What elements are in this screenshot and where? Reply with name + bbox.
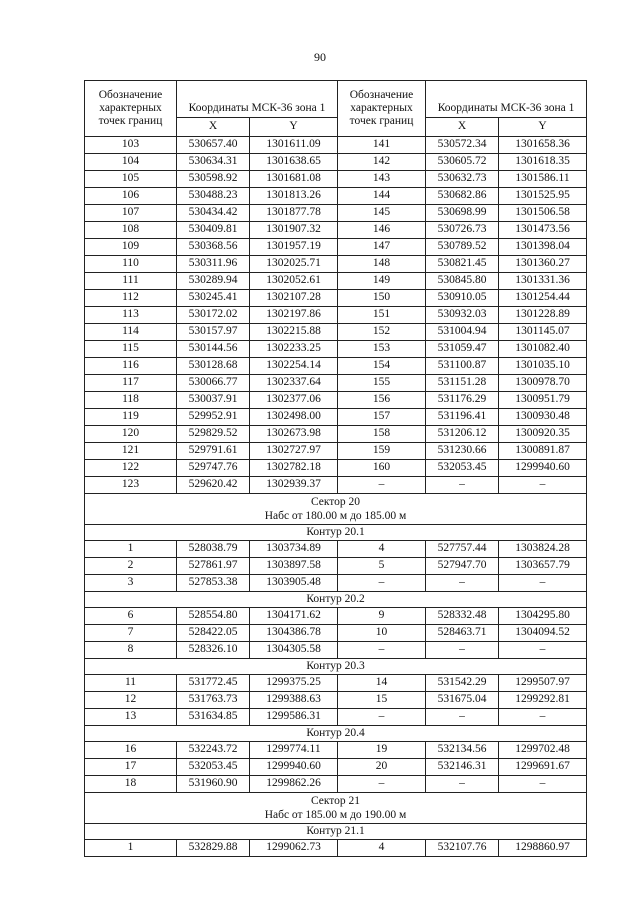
left-y-coordinate-cell: 1302337.64: [250, 375, 338, 392]
right-point-id-cell: 154: [338, 358, 426, 375]
left-x-coordinate-cell: 530172.02: [177, 307, 250, 324]
left-y-coordinate-cell: 1302052.61: [250, 273, 338, 290]
right-x-coordinate-cell: –: [426, 477, 499, 494]
right-point-id-cell: 4: [338, 541, 426, 558]
right-x-coordinate-cell: 531230.66: [426, 443, 499, 460]
left-y-coordinate-cell: 1302377.06: [250, 392, 338, 409]
table-row: [85, 608, 587, 625]
right-point-id-cell: 150: [338, 290, 426, 307]
table-row: [85, 625, 587, 642]
table-row: [85, 409, 587, 426]
left-point-id-cell: 2: [85, 558, 177, 575]
table-body: [85, 137, 587, 857]
contour-title: Контур 21.1: [85, 824, 587, 840]
left-y-coordinate-cell: 1302233.25: [250, 341, 338, 358]
contour-row: [85, 592, 587, 608]
right-x-coordinate-cell: 531151.28: [426, 375, 499, 392]
right-x-coordinate-cell: 528463.71: [426, 625, 499, 642]
left-x-coordinate-cell: 530037.91: [177, 392, 250, 409]
right-x-coordinate-cell: 530821.45: [426, 256, 499, 273]
left-y-coordinate-cell: 1302254.14: [250, 358, 338, 375]
right-x-coordinate-cell: 531100.87: [426, 358, 499, 375]
table-row: [85, 392, 587, 409]
left-x-coordinate-cell: 529791.61: [177, 443, 250, 460]
left-point-id-cell: 110: [85, 256, 177, 273]
left-point-id-cell: 111: [85, 273, 177, 290]
table-row: [85, 171, 587, 188]
right-y-coordinate-cell: 1301506.58: [499, 205, 587, 222]
left-x-coordinate-cell: 530128.68: [177, 358, 250, 375]
left-y-coordinate-cell: 1304305.58: [250, 642, 338, 659]
right-y-coordinate-cell: 1301035.10: [499, 358, 587, 375]
right-point-id-cell: –: [338, 642, 426, 659]
right-point-id-cell: 151: [338, 307, 426, 324]
left-y-coordinate-cell: 1302782.18: [250, 460, 338, 477]
left-y-coordinate-cell: 1299586.31: [250, 709, 338, 726]
left-x-coordinate-cell: 529747.76: [177, 460, 250, 477]
left-point-id-cell: 104: [85, 154, 177, 171]
left-x-coordinate-cell: 530409.81: [177, 222, 250, 239]
right-point-id-cell: 143: [338, 171, 426, 188]
table-row: [85, 256, 587, 273]
right-y-coordinate-cell: 1303824.28: [499, 541, 587, 558]
right-y-coordinate-cell: 1301331.36: [499, 273, 587, 290]
left-y-coordinate-cell: 1301907.32: [250, 222, 338, 239]
right-x-coordinate-cell: 530845.80: [426, 273, 499, 290]
left-y-coordinate-cell: 1299774.11: [250, 742, 338, 759]
coordinates-header: Координаты МСК-36 зона 1: [177, 81, 338, 118]
right-x-coordinate-cell: 527757.44: [426, 541, 499, 558]
left-y-coordinate-cell: 1302673.98: [250, 426, 338, 443]
right-x-coordinate-cell: 532107.76: [426, 840, 499, 857]
right-y-coordinate-cell: 1300951.79: [499, 392, 587, 409]
left-point-id-cell: 123: [85, 477, 177, 494]
right-y-coordinate-cell: 1301525.95: [499, 188, 587, 205]
table-row: [85, 341, 587, 358]
left-y-coordinate-cell: 1301877.78: [250, 205, 338, 222]
right-y-coordinate-cell: 1304295.80: [499, 608, 587, 625]
right-point-id-cell: –: [338, 776, 426, 793]
right-y-coordinate-cell: 1301586.11: [499, 171, 587, 188]
right-point-id-cell: 158: [338, 426, 426, 443]
left-point-id-cell: 120: [85, 426, 177, 443]
table-row: [85, 188, 587, 205]
left-point-id-cell: 105: [85, 171, 177, 188]
table-row: [85, 154, 587, 171]
right-y-coordinate-cell: 1301473.56: [499, 222, 587, 239]
right-x-coordinate-cell: 532053.45: [426, 460, 499, 477]
right-x-coordinate-cell: 531196.41: [426, 409, 499, 426]
y-column-header: Y: [250, 118, 338, 137]
table-row: [85, 137, 587, 154]
right-y-coordinate-cell: 1301145.07: [499, 324, 587, 341]
contour-title: Контур 20.3: [85, 659, 587, 675]
right-x-coordinate-cell: 528332.48: [426, 608, 499, 625]
right-y-coordinate-cell: 1299507.97: [499, 675, 587, 692]
left-y-coordinate-cell: 1302197.86: [250, 307, 338, 324]
table-header: [85, 81, 587, 137]
right-point-id-cell: 5: [338, 558, 426, 575]
table-row: [85, 759, 587, 776]
right-y-coordinate-cell: 1300920.35: [499, 426, 587, 443]
right-point-id-cell: 10: [338, 625, 426, 642]
right-point-id-cell: 144: [338, 188, 426, 205]
left-x-coordinate-cell: 531763.73: [177, 692, 250, 709]
left-y-coordinate-cell: 1302107.28: [250, 290, 338, 307]
right-point-id-cell: –: [338, 709, 426, 726]
left-x-coordinate-cell: 531960.90: [177, 776, 250, 793]
table-row: [85, 840, 587, 857]
right-x-coordinate-cell: 531542.29: [426, 675, 499, 692]
contour-row: [85, 726, 587, 742]
sector-row: [85, 793, 587, 824]
right-point-id-cell: 141: [338, 137, 426, 154]
right-x-coordinate-cell: 531176.29: [426, 392, 499, 409]
left-y-coordinate-cell: 1301611.09: [250, 137, 338, 154]
left-y-coordinate-cell: 1302727.97: [250, 443, 338, 460]
left-y-coordinate-cell: 1299388.63: [250, 692, 338, 709]
left-x-coordinate-cell: 528038.79: [177, 541, 250, 558]
table-row: [85, 205, 587, 222]
left-y-coordinate-cell: 1304171.62: [250, 608, 338, 625]
right-y-coordinate-cell: 1301228.89: [499, 307, 587, 324]
left-x-coordinate-cell: 530657.40: [177, 137, 250, 154]
right-x-coordinate-cell: 530698.99: [426, 205, 499, 222]
right-y-coordinate-cell: 1300930.48: [499, 409, 587, 426]
right-point-id-cell: 15: [338, 692, 426, 709]
left-point-id-cell: 18: [85, 776, 177, 793]
right-x-coordinate-cell: 531206.12: [426, 426, 499, 443]
table-row: [85, 273, 587, 290]
right-x-coordinate-cell: 530726.73: [426, 222, 499, 239]
right-point-id-cell: 153: [338, 341, 426, 358]
right-point-id-cell: 152: [338, 324, 426, 341]
right-x-coordinate-cell: 532134.56: [426, 742, 499, 759]
right-y-coordinate-cell: 1298860.97: [499, 840, 587, 857]
left-point-id-cell: 107: [85, 205, 177, 222]
left-x-coordinate-cell: 532829.88: [177, 840, 250, 857]
right-point-id-cell: 20: [338, 759, 426, 776]
left-y-coordinate-cell: 1299062.73: [250, 840, 338, 857]
left-x-coordinate-cell: 528326.10: [177, 642, 250, 659]
table-row: [85, 541, 587, 558]
right-point-id-cell: 4: [338, 840, 426, 857]
x-column-header: X: [177, 118, 250, 137]
left-point-id-cell: 109: [85, 239, 177, 256]
left-point-id-cell: 113: [85, 307, 177, 324]
right-x-coordinate-cell: 530910.05: [426, 290, 499, 307]
right-x-coordinate-cell: 531675.04: [426, 692, 499, 709]
right-x-coordinate-cell: –: [426, 642, 499, 659]
table-row: [85, 692, 587, 709]
point-designation-header: Обозначение характерных точек границ: [338, 81, 426, 137]
sector-cell: [85, 793, 587, 824]
table-row: [85, 239, 587, 256]
right-x-coordinate-cell: –: [426, 776, 499, 793]
left-y-coordinate-cell: 1302025.71: [250, 256, 338, 273]
left-point-id-cell: 114: [85, 324, 177, 341]
right-x-coordinate-cell: 530682.86: [426, 188, 499, 205]
left-x-coordinate-cell: 531772.45: [177, 675, 250, 692]
coordinates-header: Координаты МСК-36 зона 1: [426, 81, 587, 118]
right-y-coordinate-cell: 1299702.48: [499, 742, 587, 759]
left-x-coordinate-cell: 529829.52: [177, 426, 250, 443]
table-row: [85, 375, 587, 392]
left-x-coordinate-cell: 527853.38: [177, 575, 250, 592]
right-x-coordinate-cell: 532146.31: [426, 759, 499, 776]
left-point-id-cell: 8: [85, 642, 177, 659]
table-row: [85, 742, 587, 759]
left-point-id-cell: 118: [85, 392, 177, 409]
left-x-coordinate-cell: 529952.91: [177, 409, 250, 426]
table-row: [85, 642, 587, 659]
left-point-id-cell: 108: [85, 222, 177, 239]
sector-elevation-range: Набс от 180.00 м до 185.00 м: [264, 510, 407, 522]
sector-title: Сектор 21: [310, 794, 361, 807]
left-y-coordinate-cell: 1299375.25: [250, 675, 338, 692]
right-y-coordinate-cell: 1301254.44: [499, 290, 587, 307]
left-x-coordinate-cell: 530066.77: [177, 375, 250, 392]
sector-cell: [85, 494, 587, 525]
table-row: [85, 776, 587, 793]
right-y-coordinate-cell: –: [499, 709, 587, 726]
sector-row: [85, 494, 587, 525]
table-row: [85, 558, 587, 575]
left-y-coordinate-cell: 1303734.89: [250, 541, 338, 558]
left-point-id-cell: 103: [85, 137, 177, 154]
right-point-id-cell: 149: [338, 273, 426, 290]
right-y-coordinate-cell: 1301618.35: [499, 154, 587, 171]
left-x-coordinate-cell: 528554.80: [177, 608, 250, 625]
right-point-id-cell: –: [338, 477, 426, 494]
left-point-id-cell: 13: [85, 709, 177, 726]
left-y-coordinate-cell: 1299940.60: [250, 759, 338, 776]
left-x-coordinate-cell: 532243.72: [177, 742, 250, 759]
right-y-coordinate-cell: 1300978.70: [499, 375, 587, 392]
right-point-id-cell: 155: [338, 375, 426, 392]
coordinates-table: [84, 80, 587, 857]
left-y-coordinate-cell: 1301681.08: [250, 171, 338, 188]
left-point-id-cell: 11: [85, 675, 177, 692]
table-row: [85, 477, 587, 494]
sector-elevation-range: Набс от 185.00 м до 190.00 м: [264, 809, 407, 821]
left-y-coordinate-cell: 1303905.48: [250, 575, 338, 592]
left-x-coordinate-cell: 530311.96: [177, 256, 250, 273]
table-row: [85, 460, 587, 477]
left-x-coordinate-cell: 530368.56: [177, 239, 250, 256]
right-x-coordinate-cell: 530789.52: [426, 239, 499, 256]
x-column-header: X: [426, 118, 499, 137]
left-point-id-cell: 7: [85, 625, 177, 642]
right-point-id-cell: 146: [338, 222, 426, 239]
right-y-coordinate-cell: 1299940.60: [499, 460, 587, 477]
right-point-id-cell: 147: [338, 239, 426, 256]
table-row: [85, 709, 587, 726]
right-y-coordinate-cell: 1299691.67: [499, 759, 587, 776]
left-x-coordinate-cell: 530289.94: [177, 273, 250, 290]
left-x-coordinate-cell: 530634.31: [177, 154, 250, 171]
right-point-id-cell: 157: [338, 409, 426, 426]
left-x-coordinate-cell: 530598.92: [177, 171, 250, 188]
left-point-id-cell: 6: [85, 608, 177, 625]
left-point-id-cell: 106: [85, 188, 177, 205]
table-row: [85, 675, 587, 692]
left-y-coordinate-cell: 1303897.58: [250, 558, 338, 575]
right-x-coordinate-cell: 530932.03: [426, 307, 499, 324]
right-x-coordinate-cell: –: [426, 709, 499, 726]
point-designation-header: Обозначение характерных точек границ: [85, 81, 177, 137]
left-y-coordinate-cell: 1301813.26: [250, 188, 338, 205]
left-x-coordinate-cell: 530488.23: [177, 188, 250, 205]
left-point-id-cell: 121: [85, 443, 177, 460]
contour-row: [85, 824, 587, 840]
right-y-coordinate-cell: 1299292.81: [499, 692, 587, 709]
left-y-coordinate-cell: 1302498.00: [250, 409, 338, 426]
right-x-coordinate-cell: 530605.72: [426, 154, 499, 171]
left-x-coordinate-cell: 531634.85: [177, 709, 250, 726]
contour-title: Контур 20.1: [85, 525, 587, 541]
right-y-coordinate-cell: –: [499, 477, 587, 494]
right-y-coordinate-cell: 1301360.27: [499, 256, 587, 273]
contour-title: Контур 20.2: [85, 592, 587, 608]
right-point-id-cell: 142: [338, 154, 426, 171]
contour-title: Контур 20.4: [85, 726, 587, 742]
right-x-coordinate-cell: 531004.94: [426, 324, 499, 341]
right-point-id-cell: 148: [338, 256, 426, 273]
right-point-id-cell: 9: [338, 608, 426, 625]
left-x-coordinate-cell: 530434.42: [177, 205, 250, 222]
table-row: [85, 324, 587, 341]
right-y-coordinate-cell: –: [499, 642, 587, 659]
left-point-id-cell: 116: [85, 358, 177, 375]
page-number: 90: [314, 50, 326, 64]
right-point-id-cell: 19: [338, 742, 426, 759]
table-row: [85, 358, 587, 375]
right-point-id-cell: 159: [338, 443, 426, 460]
contour-row: [85, 659, 587, 675]
left-y-coordinate-cell: 1299862.26: [250, 776, 338, 793]
right-y-coordinate-cell: 1301658.36: [499, 137, 587, 154]
left-y-coordinate-cell: 1302939.37: [250, 477, 338, 494]
contour-row: [85, 525, 587, 541]
left-point-id-cell: 1: [85, 840, 177, 857]
right-y-coordinate-cell: 1300891.87: [499, 443, 587, 460]
right-y-coordinate-cell: 1301082.40: [499, 341, 587, 358]
left-x-coordinate-cell: 530157.97: [177, 324, 250, 341]
left-point-id-cell: 122: [85, 460, 177, 477]
left-x-coordinate-cell: 529620.42: [177, 477, 250, 494]
left-x-coordinate-cell: 530245.41: [177, 290, 250, 307]
table-row: [85, 222, 587, 239]
table-row: [85, 307, 587, 324]
right-point-id-cell: 145: [338, 205, 426, 222]
right-point-id-cell: –: [338, 575, 426, 592]
right-y-coordinate-cell: –: [499, 575, 587, 592]
table-row: [85, 443, 587, 460]
right-x-coordinate-cell: 530632.73: [426, 171, 499, 188]
left-x-coordinate-cell: 530144.56: [177, 341, 250, 358]
right-point-id-cell: 156: [338, 392, 426, 409]
right-y-coordinate-cell: –: [499, 776, 587, 793]
right-point-id-cell: 160: [338, 460, 426, 477]
right-point-id-cell: 14: [338, 675, 426, 692]
left-y-coordinate-cell: 1304386.78: [250, 625, 338, 642]
right-y-coordinate-cell: 1301398.04: [499, 239, 587, 256]
table-row: [85, 575, 587, 592]
left-x-coordinate-cell: 528422.05: [177, 625, 250, 642]
y-column-header: Y: [499, 118, 587, 137]
left-point-id-cell: 119: [85, 409, 177, 426]
left-x-coordinate-cell: 532053.45: [177, 759, 250, 776]
left-point-id-cell: 12: [85, 692, 177, 709]
table-row: [85, 426, 587, 443]
right-y-coordinate-cell: 1303657.79: [499, 558, 587, 575]
right-x-coordinate-cell: –: [426, 575, 499, 592]
left-point-id-cell: 115: [85, 341, 177, 358]
right-y-coordinate-cell: 1304094.52: [499, 625, 587, 642]
left-point-id-cell: 3: [85, 575, 177, 592]
sector-title: Сектор 20: [310, 495, 361, 508]
table-row: [85, 290, 587, 307]
right-x-coordinate-cell: 531059.47: [426, 341, 499, 358]
left-y-coordinate-cell: 1301638.65: [250, 154, 338, 171]
left-point-id-cell: 112: [85, 290, 177, 307]
left-y-coordinate-cell: 1301957.19: [250, 239, 338, 256]
left-x-coordinate-cell: 527861.97: [177, 558, 250, 575]
right-x-coordinate-cell: 530572.34: [426, 137, 499, 154]
left-y-coordinate-cell: 1302215.88: [250, 324, 338, 341]
left-point-id-cell: 117: [85, 375, 177, 392]
left-point-id-cell: 1: [85, 541, 177, 558]
left-point-id-cell: 17: [85, 759, 177, 776]
left-point-id-cell: 16: [85, 742, 177, 759]
right-x-coordinate-cell: 527947.70: [426, 558, 499, 575]
